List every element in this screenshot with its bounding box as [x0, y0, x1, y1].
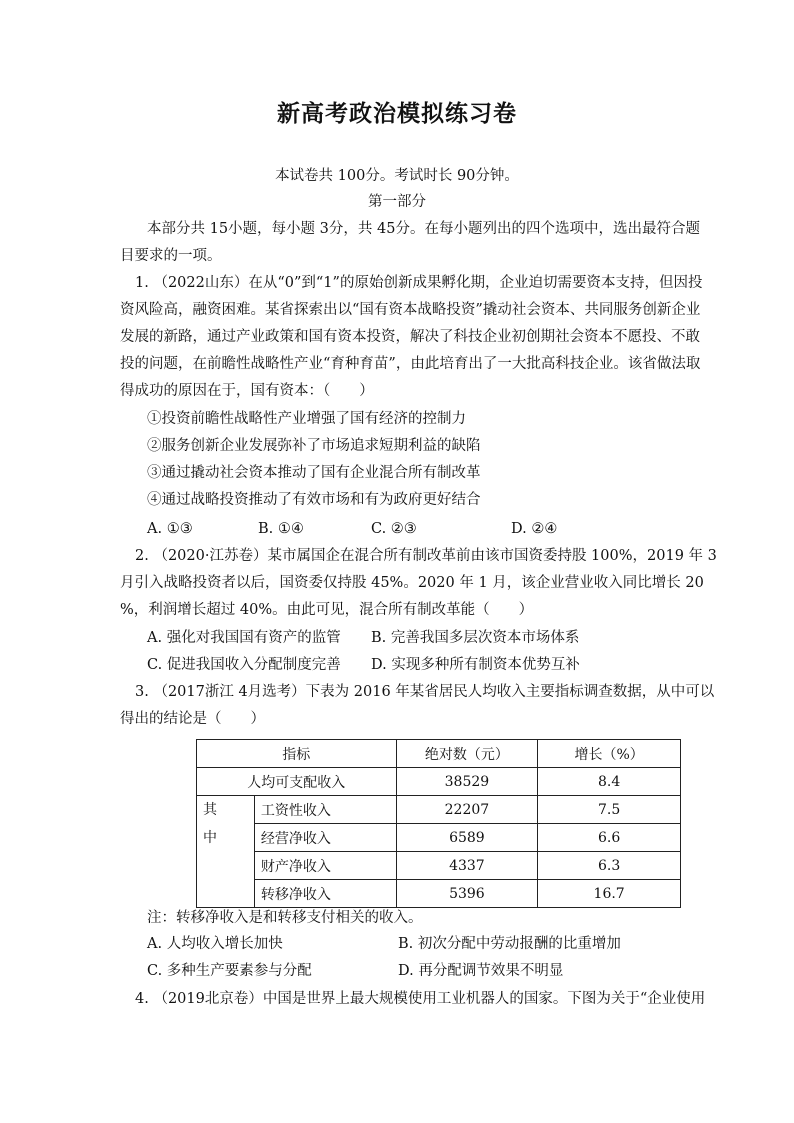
table-cell: 6589 — [396, 824, 538, 852]
q1-statement: ③通过撬动社会资本推动了国有企业混合所有制改革 — [147, 465, 481, 481]
table-cell: 22207 — [396, 796, 538, 824]
q1-statement: ①投资前瞻性战略性产业增强了国有经济的控制力 — [147, 411, 466, 427]
table-cell: 38529 — [396, 768, 538, 796]
q1-stem-line: 投的问题，在前瞻性战略性产业“育种育苗”，由此培育出了一大批高科技企业。该省做法取 — [120, 356, 701, 372]
table-cell: 人均可支配收入 — [197, 768, 397, 796]
table-row — [197, 796, 681, 824]
table-header: 增长（%） — [538, 740, 681, 768]
q3-option-c: C. 多种生产要素参与分配 — [147, 963, 312, 979]
intro-line-2: 目要求的一项。 — [120, 248, 222, 264]
table-cell: 6.6 — [538, 824, 681, 852]
table-cell: 转移净收入 — [254, 880, 396, 908]
income-table — [196, 739, 681, 908]
q1-stem-line: 发展的新路，通过产业政策和国有资本投资，解决了科技企业初创期社会资本不愿投、不敢 — [120, 329, 700, 345]
table-header-row — [197, 740, 681, 768]
q2-stem-line: 月引入战略投资者以后，国资委仅持股 45%。2020 年 1 月，该企业营业收入同比增长 20 — [120, 575, 704, 591]
table-cell: 经营净收入 — [254, 824, 396, 852]
q4-stem-line: 4. （2019北京卷）中国是世界上最大规模使用工业机器人的国家。下图为关于“企业使用 — [135, 991, 706, 1007]
table-row — [197, 852, 681, 880]
q3-option-d: D. 再分配调节效果不明显 — [398, 963, 564, 979]
exam-title: 新高考政治模拟练习卷 — [277, 100, 517, 127]
q3-option-b: B. 初次分配中劳动报酬的比重增加 — [398, 936, 621, 952]
q1-option-a: A. ①③ — [147, 521, 193, 537]
q1-stem-line: 资风险高，融资困难。某省探索出以“国有资本战略投资”撬动社会资本、共同服务创新企业 — [120, 302, 701, 318]
q1-option-d: D. ②④ — [511, 521, 558, 537]
table-cell: 5396 — [396, 880, 538, 908]
table-header: 指标 — [197, 740, 397, 768]
table-row — [197, 768, 681, 796]
table-cell: 财产净收入 — [254, 852, 396, 880]
table-row — [197, 880, 681, 908]
section-heading: 第一部分 — [368, 194, 426, 210]
q2-option-c: C. 促进我国收入分配制度完善 — [147, 657, 341, 673]
table-group-label: 其 中 — [197, 796, 255, 908]
q2-stem-line: %，利润增长超过 40%。由此可见，混合所有制改革能（ ） — [120, 602, 534, 618]
q1-option-c: C. ②③ — [371, 521, 417, 537]
table-cell: 6.3 — [538, 852, 681, 880]
q2-option-d: D. 实现多种所有制资本优势互补 — [371, 657, 580, 673]
exam-info: 本试卷共 100分。考试时长 90分钟。 — [275, 168, 519, 184]
q3-stem-line: 得出的结论是（ ） — [120, 711, 265, 727]
q2-stem-line: 2. （2020·江苏卷）某市属国企在混合所有制改革前由该市国资委持股 100%，2019 年 3 — [135, 548, 717, 564]
q1-stem-line: 1. （2022山东）在从“0”到“1”的原始创新成果孵化期，企业迫切需要资本支持，但因投 — [135, 275, 703, 291]
table-row — [197, 824, 681, 852]
q1-statement: ④通过战略投资推动了有效市场和有为政府更好结合 — [147, 492, 481, 508]
table-header: 绝对数（元） — [396, 740, 538, 768]
table-cell: 4337 — [396, 852, 538, 880]
table-cell: 16.7 — [538, 880, 681, 908]
q3-stem-line: 3. （2017浙江 4月选考）下表为 2016 年某省居民人均收入主要指标调查数据，从中可以 — [135, 684, 715, 700]
q3-option-a: A. 人均收入增长加快 — [147, 936, 283, 952]
intro-line-1: 本部分共 15小题，每小题 3分，共 45分。在每小题列出的四个选项中，选出最符合题 — [147, 221, 700, 237]
q1-statement: ②服务创新企业发展弥补了市场追求短期利益的缺陷 — [147, 438, 481, 454]
q2-option-a: A. 强化对我国国有资产的监管 — [147, 630, 341, 646]
table-cell: 8.4 — [538, 768, 681, 796]
q1-option-b: B. ①④ — [258, 521, 304, 537]
table-cell: 7.5 — [538, 796, 681, 824]
q3-note: 注：转移净收入是和转移支付相关的收入。 — [147, 910, 423, 926]
q2-option-b: B. 完善我国多层次资本市场体系 — [371, 630, 580, 646]
q1-stem-line: 得成功的原因在于，国有资本：（ ） — [120, 383, 374, 399]
table-cell: 工资性收入 — [254, 796, 396, 824]
